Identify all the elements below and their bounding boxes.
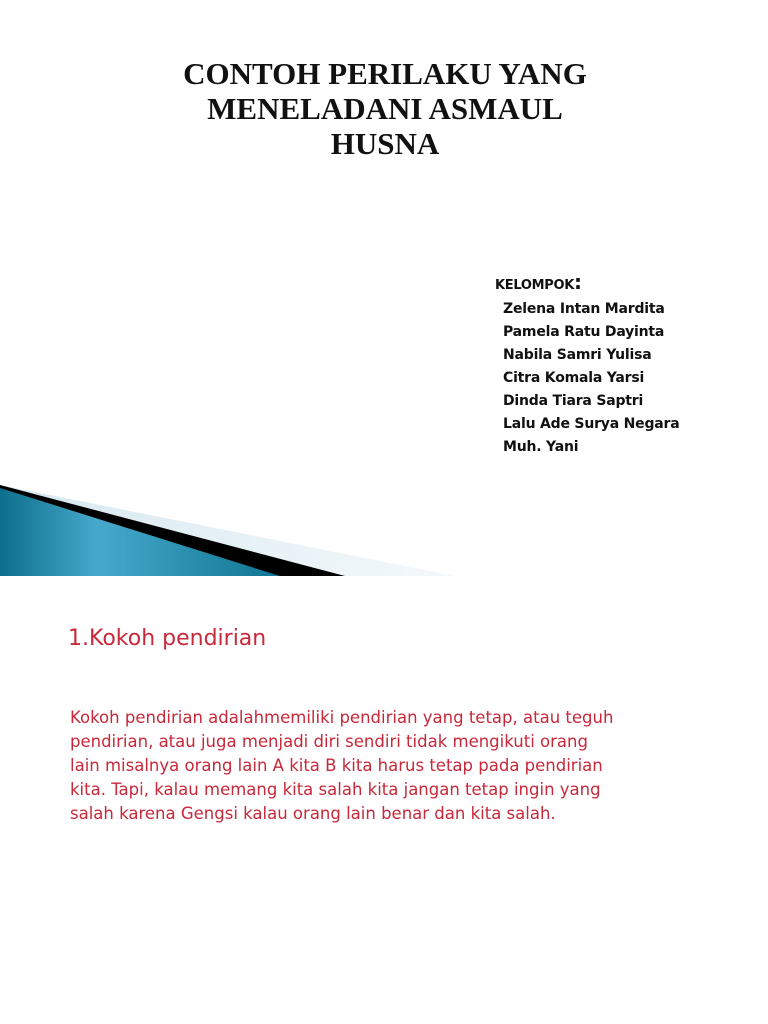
group-members <box>495 270 679 459</box>
member-item: Muh. Yani <box>503 439 579 455</box>
slide-2 <box>0 576 768 1024</box>
member-item: Lalu Ade Surya Negara <box>503 416 680 432</box>
member-list <box>503 298 679 459</box>
group-label-text: KELOMPOK <box>495 278 575 293</box>
section-body <box>70 706 613 826</box>
group-label <box>495 270 679 294</box>
member-item: Citra Komala Yarsi <box>503 370 645 386</box>
member-item: Nabila Samri Yulisa <box>503 347 652 363</box>
section-heading: 1.Kokoh pendirian <box>68 626 267 651</box>
body-line: kita. Tapi, kalau memang kita salah kita jangan tetap ingin yang <box>70 780 601 799</box>
body-line: pendirian, atau juga menjadi diri sendiri tidak mengikuti orang <box>70 732 588 751</box>
title-line: MENELADANI ASMAUL <box>207 91 563 126</box>
decorative-swoosh <box>0 480 460 576</box>
slide-title <box>100 56 670 161</box>
body-line: salah karena Gengsi kalau orang lain benar dan kita salah. <box>70 804 556 823</box>
body-line: Kokoh pendirian adalahmemiliki pendirian yang tetap, atau teguh <box>70 708 614 727</box>
member-item: Zelena Intan Mardita <box>503 301 665 317</box>
member-item: Dinda Tiara Saptri <box>503 393 644 409</box>
title-line: HUSNA <box>330 126 440 161</box>
member-item: Pamela Ratu Dayinta <box>503 324 665 340</box>
group-label-colon: : <box>574 270 582 294</box>
title-line: CONTOH PERILAKU YANG <box>183 56 587 91</box>
body-line: lain misalnya orang lain A kita B kita harus tetap pada pendirian <box>70 756 603 775</box>
